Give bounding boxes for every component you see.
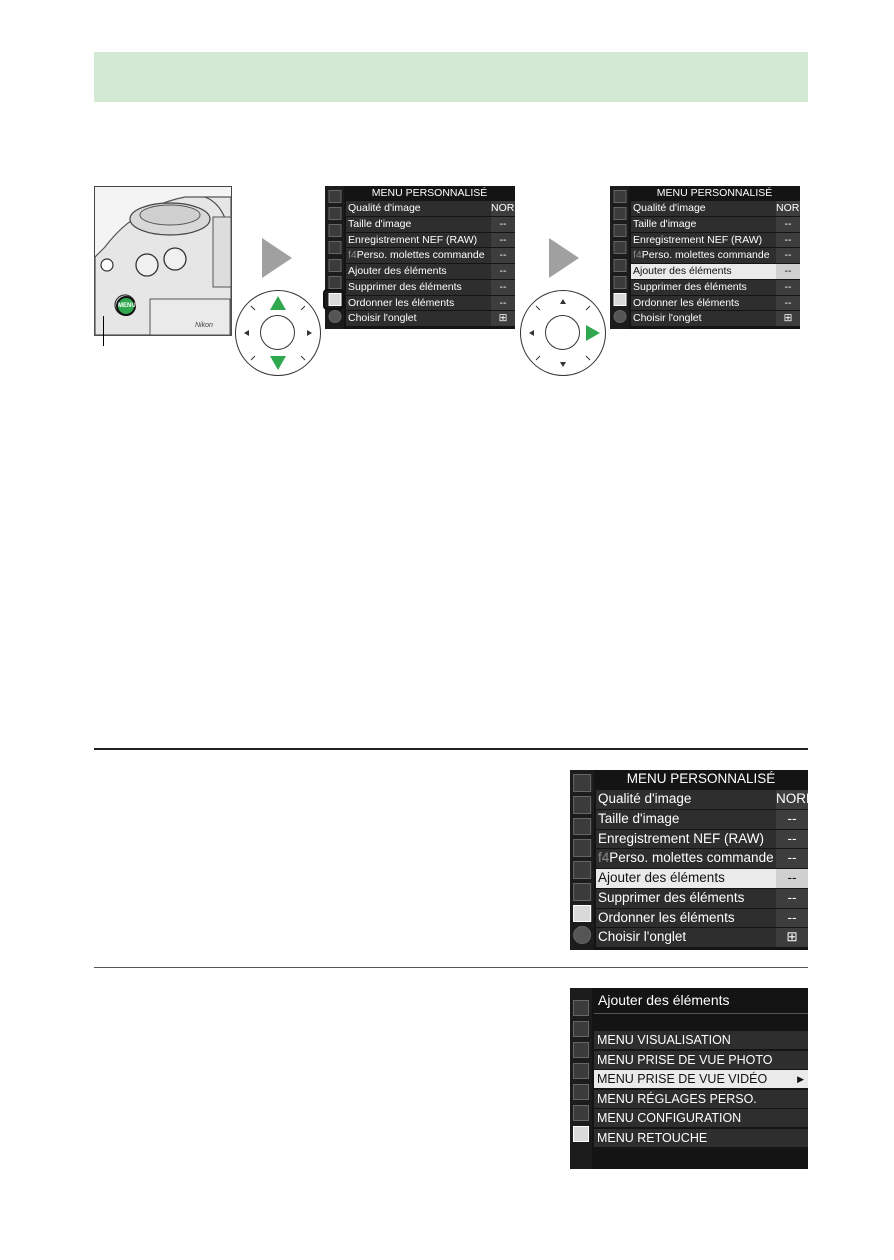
playback-tab-icon[interactable] (328, 190, 341, 203)
menu-item[interactable] (346, 280, 515, 295)
menu-item-label: Enregistrement NEF (RAW) (598, 830, 765, 846)
menu-item[interactable] (596, 909, 808, 928)
menu-item-value: -- (776, 233, 800, 248)
menu-title: MENU PERSONNALISÉ (626, 771, 776, 786)
menu-item-label: Taille d'image (633, 217, 697, 230)
add-menu-item[interactable] (594, 1051, 808, 1069)
menu-item[interactable] (631, 248, 800, 263)
menu-tab-sidebar (570, 988, 592, 1169)
menu-item[interactable] (631, 264, 800, 279)
menu-item-label: Perso. molettes commande (609, 850, 774, 866)
menu-item[interactable] (631, 201, 809, 216)
menu-item-label: Supprimer des éléments (633, 280, 747, 293)
menu-item-label: Choisir l'onglet (598, 929, 687, 945)
menu-item-label: Taille d'image (598, 810, 680, 826)
menu-item-value: NORM (491, 202, 524, 214)
menu-item-value: -- (491, 217, 515, 232)
retouch-tab-icon[interactable] (573, 883, 591, 901)
menu-item-label: Ajouter des éléments (633, 265, 732, 277)
step-arrow-icon (262, 238, 292, 278)
menu-item[interactable] (346, 264, 515, 279)
setup-tab-icon[interactable] (328, 259, 341, 272)
menu-item[interactable] (631, 217, 800, 232)
callout-leader-line (103, 316, 104, 346)
photo-tab-icon[interactable] (573, 796, 591, 814)
menu-item[interactable] (631, 311, 800, 326)
custom-settings-tab-icon[interactable] (613, 241, 626, 254)
add-menu-item-label: MENU VISUALISATION (597, 1033, 731, 1047)
menu-item[interactable] (346, 233, 515, 248)
custom-settings-tab-icon[interactable] (573, 1063, 589, 1079)
menu-item-value: -- (776, 296, 800, 311)
menu-button-label: MENU (118, 303, 136, 309)
retouch-tab-icon[interactable] (573, 1105, 589, 1121)
section-header-band (94, 52, 808, 102)
menu-item[interactable] (596, 790, 818, 809)
playback-tab-icon[interactable] (613, 190, 626, 203)
menu-button[interactable] (116, 296, 136, 316)
menu-item-label: Perso. molettes commande (356, 249, 485, 262)
movie-tab-icon[interactable] (573, 818, 591, 836)
menu-item-prefix: f4 (598, 850, 610, 866)
menu-item-value: -- (776, 810, 808, 829)
menu-item-value: NORM (776, 790, 808, 809)
menu-item-label: Ordonner les éléments (633, 296, 740, 309)
section-divider (94, 967, 808, 968)
menu-tab-sidebar (610, 186, 629, 329)
add-items-screen (570, 988, 808, 1169)
menu-screen-small-a (325, 186, 524, 329)
photo-tab-icon[interactable] (328, 207, 341, 220)
menu-item[interactable] (596, 849, 808, 868)
menu-item[interactable] (596, 928, 808, 947)
menu-item-value: ⊞ (776, 311, 800, 326)
playback-tab-icon[interactable] (573, 774, 591, 792)
setup-tab-icon[interactable] (573, 861, 591, 879)
menu-item-value: -- (776, 869, 808, 888)
add-menu-item-label: MENU CONFIGURATION (597, 1111, 742, 1125)
menu-item-value: -- (776, 830, 808, 849)
camera-back-icon (95, 187, 231, 335)
menu-item-value: -- (776, 889, 808, 908)
menu-item-label: Enregistrement NEF (RAW) (633, 233, 763, 246)
my-menu-tab-icon[interactable] (573, 905, 591, 923)
menu-item-label: Choisir l'onglet (348, 312, 417, 325)
menu-item-value: -- (776, 248, 800, 263)
menu-item-label: Supprimer des éléments (348, 280, 462, 293)
menu-item-label: Qualité d'image (598, 791, 692, 806)
selector-direction-icon (235, 290, 321, 376)
add-menu-item[interactable] (594, 1031, 808, 1049)
menu-item-label: Qualité d'image (633, 202, 706, 214)
menu-item-label: Qualité d'image (348, 202, 421, 214)
menu-item-label: Ordonner les éléments (598, 909, 735, 925)
setup-tab-icon[interactable] (613, 259, 626, 272)
submenu-arrow-icon: ▶ (797, 1074, 804, 1084)
menu-item-prefix: f4 (348, 249, 357, 262)
menu-item-value: -- (776, 264, 800, 279)
menu-item[interactable] (596, 869, 808, 888)
help-icon[interactable] (328, 310, 341, 323)
menu-item[interactable] (631, 280, 800, 295)
movie-tab-icon[interactable] (613, 224, 626, 237)
add-menu-item-label: MENU RETOUCHE (597, 1130, 708, 1145)
photo-tab-icon[interactable] (613, 207, 626, 220)
menu-screen-small-b (610, 186, 809, 329)
movie-tab-icon[interactable] (573, 1042, 589, 1058)
menu-tab-sidebar (570, 770, 594, 950)
title-underline (594, 1013, 808, 1014)
menu-item[interactable] (596, 889, 808, 908)
menu-item-label: Ordonner les éléments (348, 296, 455, 309)
menu-item-value: ⊞ (491, 311, 515, 326)
menu-item[interactable] (631, 296, 800, 311)
menu-item-value: -- (491, 233, 515, 248)
step-arrow-icon (549, 238, 579, 278)
menu-item-label: Supprimer des éléments (598, 889, 745, 905)
menu-item-value: -- (776, 849, 808, 868)
add-menu-item-label: MENU PRISE DE VUE PHOTO (597, 1052, 773, 1067)
help-icon[interactable] (613, 310, 626, 323)
menu-title: MENU PERSONNALISÉ (371, 187, 488, 199)
menu-item[interactable] (346, 217, 515, 232)
menu-item-value: -- (491, 248, 515, 263)
menu-screen-large (570, 770, 818, 950)
add-menu-item-label: MENU PRISE DE VUE VIDÉO (597, 1072, 768, 1086)
menu-item-value: ⊞ (776, 928, 808, 947)
movie-tab-icon[interactable] (328, 224, 341, 237)
my-menu-tab-icon[interactable] (573, 1126, 589, 1142)
my-menu-tab-icon[interactable] (613, 293, 626, 306)
menu-item[interactable] (346, 311, 515, 326)
photo-tab-icon[interactable] (573, 1021, 589, 1037)
menu-item[interactable] (346, 248, 515, 263)
menu-item-label: Taille d'image (348, 217, 412, 230)
menu-item-label: Enregistrement NEF (RAW) (348, 233, 478, 246)
menu-item-prefix: f4 (633, 249, 642, 262)
custom-settings-tab-icon[interactable] (328, 241, 341, 254)
menu-item-label: Ajouter des éléments (598, 870, 725, 885)
menu-item-value: -- (491, 264, 515, 279)
help-icon[interactable] (573, 926, 591, 944)
playback-tab-icon[interactable] (573, 1000, 589, 1016)
multi-selector-up-down[interactable] (235, 290, 321, 376)
custom-settings-tab-icon[interactable] (573, 839, 591, 857)
camera-brand-label: Nikon (195, 322, 213, 329)
section-divider (94, 748, 808, 750)
menu-item-label: Perso. molettes commande (641, 249, 770, 262)
my-menu-tab-highlight-ring (323, 289, 344, 310)
add-menu-item[interactable] (594, 1129, 808, 1147)
menu-item-value: -- (491, 296, 515, 311)
setup-tab-icon[interactable] (573, 1084, 589, 1100)
add-menu-item[interactable] (594, 1109, 808, 1127)
menu-item-label: Choisir l'onglet (633, 312, 702, 325)
retouch-tab-icon[interactable] (613, 276, 626, 289)
retouch-tab-icon[interactable] (328, 276, 341, 289)
menu-item[interactable] (346, 201, 524, 216)
add-menu-item[interactable] (594, 1070, 808, 1088)
menu-item-value: -- (776, 280, 800, 295)
menu-item-value: -- (491, 280, 515, 295)
multi-selector-right[interactable] (520, 290, 606, 376)
selector-direction-icon (520, 290, 606, 376)
menu-title: MENU PERSONNALISÉ (656, 187, 773, 199)
menu-item-value: -- (776, 217, 800, 232)
camera-body-illustration (94, 186, 232, 336)
menu-item[interactable] (631, 233, 800, 248)
menu-item-value: NORM (776, 202, 809, 214)
menu-item[interactable] (346, 296, 515, 311)
menu-item-label: Ajouter des éléments (348, 265, 447, 277)
add-menu-item[interactable] (594, 1090, 808, 1108)
add-menu-item-label: MENU RÉGLAGES PERSO. (597, 1091, 757, 1106)
menu-item[interactable] (596, 810, 808, 829)
menu-item-value: -- (776, 909, 808, 928)
menu-item[interactable] (596, 830, 808, 849)
add-items-title: Ajouter des éléments (598, 992, 730, 1008)
